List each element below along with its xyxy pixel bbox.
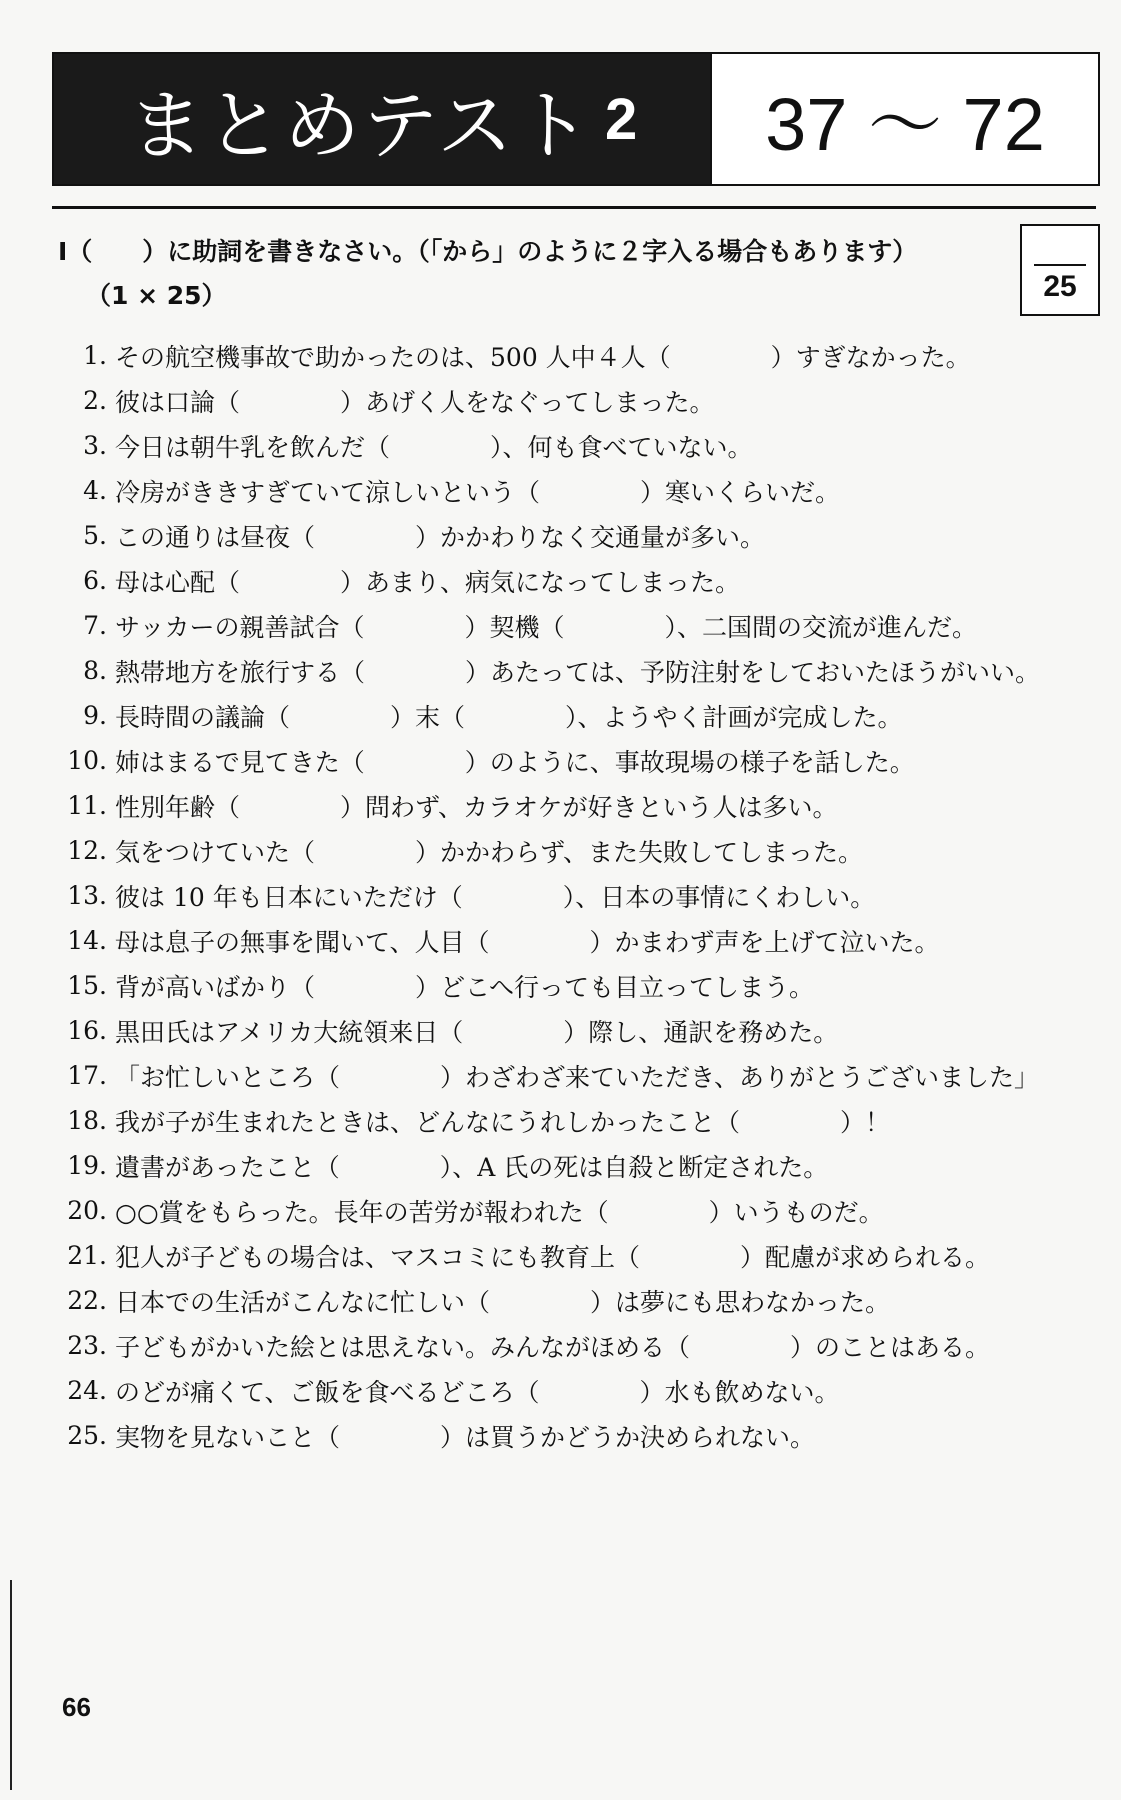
question-text: サッカーの親善試合（ ）契機（ ）、二国間の交流が進んだ。 <box>115 612 978 642</box>
question-text: 黒田氏はアメリカ大統領来日（ ）際し、通訳を務めた。 <box>115 1017 839 1047</box>
question-item <box>52 918 1102 963</box>
question-item <box>52 693 1102 738</box>
test-title: まとめテスト <box>128 80 593 170</box>
question-text: 背が高いばかり（ ）どこへ行っても目立ってしまう。 <box>115 972 815 1002</box>
question-text: 子どもがかいた絵とは思えない。みんながほめる（ ）のことはある。 <box>115 1332 991 1362</box>
question-item <box>52 1143 1102 1188</box>
divider <box>52 206 1096 209</box>
question-number: 7. <box>83 611 107 640</box>
question-item <box>52 468 1102 513</box>
question-item <box>52 1188 1102 1233</box>
score-box <box>1020 224 1100 316</box>
question-item <box>52 378 1102 423</box>
question-text: 犯人が子どもの場合は、マスコミにも教育上（ ）配慮が求められる。 <box>115 1242 991 1272</box>
lesson-range: 37 ～ 72 <box>710 54 1098 184</box>
question-text: 性別年齢（ ）問わず、カラオケが好きという人は多い。 <box>115 792 838 822</box>
question-text: この通りは昼夜（ ）かかわりなく交通量が多い。 <box>115 522 766 552</box>
question-number: 21. <box>67 1241 107 1270</box>
question-text: 姉はまるで見てきた（ ）のように、事故現場の様子を話した。 <box>115 747 915 777</box>
question-item <box>52 1413 1102 1458</box>
question-number: 18. <box>67 1106 107 1135</box>
section-instruction <box>58 230 958 318</box>
question-number: 2. <box>83 386 107 415</box>
question-item <box>52 1368 1102 1413</box>
question-number: 25. <box>67 1421 107 1450</box>
question-text: 我が子が生まれたときは、どんなにうれしかったこと（ ）！ <box>115 1107 891 1137</box>
question-item <box>52 783 1102 828</box>
question-number: 8. <box>83 656 107 685</box>
question-text: のどが痛くて、ご飯を食べるどころ（ ）水も飲めない。 <box>115 1377 840 1407</box>
instruction-text: Ⅰ（ ）に助詞を書きなさい。（「から」のように２字入る場合もあります） <box>58 237 918 266</box>
question-number: 19. <box>67 1151 107 1180</box>
question-item <box>52 1323 1102 1368</box>
question-item <box>52 333 1102 378</box>
question-number: 5. <box>83 521 107 550</box>
question-number: 24. <box>67 1376 107 1405</box>
question-item <box>52 1278 1102 1323</box>
question-text: 熱帯地方を旅行する（ ）あたっては、予防注射をしておいたほうがいい。 <box>115 657 1041 687</box>
question-text: 「お忙しいところ（ ）わざわざ来ていただき、ありがとうございました」 <box>115 1062 1040 1092</box>
question-item <box>52 828 1102 873</box>
question-text: 実物を見ないこと（ ）は買うかどうか決められない。 <box>115 1422 816 1452</box>
question-number: 6. <box>83 566 107 595</box>
question-number: 14. <box>67 926 107 955</box>
score-total: 25 <box>1043 270 1077 303</box>
question-number: 10. <box>67 746 107 775</box>
question-text: 母は心配（ ）あまり、病気になってしまった。 <box>115 567 741 597</box>
question-list <box>52 333 1102 1458</box>
test-header <box>52 52 1100 186</box>
test-number: 2 <box>604 86 638 152</box>
question-number: 4. <box>83 476 107 505</box>
question-text: 彼は 10 年も日本にいただけ（ ）、日本の事情にくわしい。 <box>115 882 876 912</box>
question-text: 彼は口論（ ）あげく人をなぐってしまった。 <box>115 387 715 417</box>
instruction-points: （1 × 25） <box>86 281 227 310</box>
question-item <box>52 1053 1102 1098</box>
question-number: 3. <box>83 431 107 460</box>
question-text: 今日は朝牛乳を飲んだ（ ）、何も食べていない。 <box>115 432 753 462</box>
question-number: 16. <box>67 1016 107 1045</box>
title-banner <box>54 54 710 184</box>
question-number: 15. <box>67 971 107 1000</box>
question-item <box>52 873 1102 918</box>
question-number: 17. <box>67 1061 107 1090</box>
question-item <box>52 1098 1102 1143</box>
binding-edge <box>10 1580 12 1790</box>
question-item <box>52 1233 1102 1278</box>
question-item <box>52 423 1102 468</box>
question-item <box>52 738 1102 783</box>
question-text: その航空機事故で助かったのは、500 人中４人（ ）すぎなかった。 <box>115 342 971 372</box>
question-number: 11. <box>67 791 107 820</box>
question-item <box>52 603 1102 648</box>
question-text: 冷房がききすぎていて涼しいという（ ）寒いくらいだ。 <box>115 477 841 507</box>
question-text: 日本での生活がこんなに忙しい（ ）は夢にも思わなかった。 <box>115 1287 891 1317</box>
question-number: 9. <box>83 701 107 730</box>
question-text: 遺書があったこと（ ）、A 氏の死は自殺と断定された。 <box>115 1152 829 1182</box>
question-number: 13. <box>67 881 107 910</box>
question-item <box>52 1008 1102 1053</box>
question-item <box>52 513 1102 558</box>
page-number: 66 <box>62 1692 91 1722</box>
question-text: 気をつけていた（ ）かかわらず、また失敗してしまった。 <box>115 837 864 867</box>
question-text: 長時間の議論（ ）末（ ）、ようやく計画が完成した。 <box>115 702 903 732</box>
question-text: ○○賞をもらった。長年の苦労が報われた（ ）いうものだ。 <box>115 1197 884 1227</box>
question-number: 12. <box>67 836 107 865</box>
question-number: 1. <box>83 341 107 370</box>
question-number: 22. <box>67 1286 107 1315</box>
question-number: 23. <box>67 1331 107 1360</box>
question-item <box>52 648 1102 693</box>
score-blank-line <box>1034 264 1086 266</box>
question-item <box>52 963 1102 1008</box>
question-text: 母は息子の無事を聞いて、人目（ ）かまわず声を上げて泣いた。 <box>115 927 940 957</box>
question-item <box>52 558 1102 603</box>
question-number: 20. <box>67 1196 107 1225</box>
